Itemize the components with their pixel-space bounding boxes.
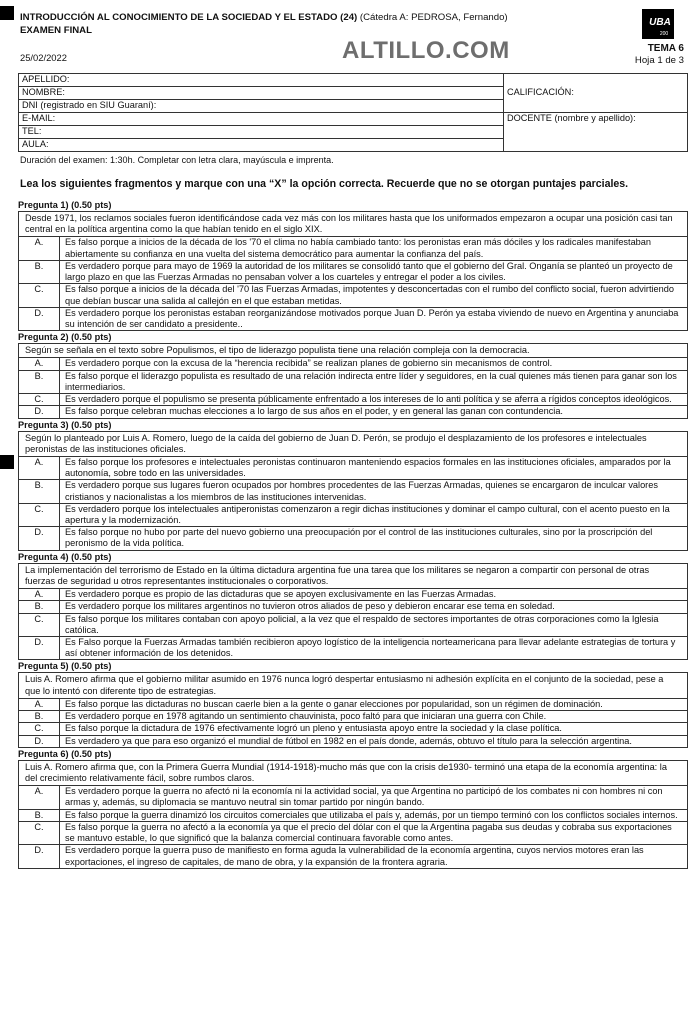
- answer-option[interactable]: [19, 261, 687, 284]
- question-box: [18, 211, 688, 331]
- answer-option[interactable]: [19, 394, 687, 406]
- option-text: Es falso porque la guerra dinamizó los circuitos comerciales que utilizaba el país y, además, por un tiempo terminó con los conflictos sociales internos.: [65, 809, 678, 820]
- question-statement: Luis A. Romero afirma que, con la Primera Guerra Mundial (1914-1918)-mucho más que con la crisis de1930- terminó una etapa de la economía argentina: la del crecimiento relativamente fácil, sobre rumbos claros.: [19, 761, 687, 786]
- answer-option[interactable]: [19, 845, 687, 867]
- question-block: [18, 332, 688, 418]
- answer-option[interactable]: [19, 614, 687, 637]
- question-block: [18, 200, 688, 331]
- option-text: Es verdadero porque con la excusa de la “herencia recibida” se realizan planes de gobierno sin mecanismos de control.: [65, 358, 553, 369]
- question-box: [18, 343, 688, 418]
- option-letter[interactable]: C.: [19, 284, 60, 306]
- course-title: [20, 12, 690, 24]
- option-text: Es falso porque a inicios de la década de los '70 el clima no había cambiado tanto: los peronistas eran más dóciles y los radicales manifestaban abiertamente su confianza en una vuelta del sistema democrático para aumentar la confianza del país.: [65, 237, 652, 259]
- option-text: Es verdadero porque los peronistas estaban reorganizándose motivados porque Juan D. Perón ya estaba viviendo de nuevo en Argentina y anunciaba su intención de ser candidato a presidente..: [65, 307, 679, 329]
- option-text: Es verdadero porque los militares argentinos no tuvieron otros aliados de peso y debieron encarar ese tema en soledad.: [65, 601, 555, 612]
- option-text: Es falso porque los profesores e intelectuales peronistas continuaron manteniendo espacios formales en las instituciones oficiales, amparados por la autonomía, sobre todo en las universidades.: [65, 456, 671, 479]
- option-text: Es verdadero porque el populismo se presenta públicamente enfrentado a los intereses de lo anti política y se aferra a rígidos conceptos ideológicos.: [65, 394, 672, 405]
- answer-option[interactable]: [19, 284, 687, 307]
- answer-option[interactable]: [19, 527, 687, 549]
- question-block: [18, 552, 688, 661]
- answer-option[interactable]: [19, 601, 687, 613]
- question-statement: Según se señala en el texto sobre Populismos, el tipo de liderazgo populista tiene una relación compleja con la democracia.: [19, 344, 687, 358]
- page-count: Hoja 1 de 3: [634, 55, 684, 67]
- option-text: Es verdadero porque en 1978 agitando un sentimiento chauvinista, poco faltó para que iniciaran una guerra con Chile.: [65, 711, 547, 722]
- option-letter[interactable]: C.: [19, 504, 60, 526]
- option-text: Es verdadero porque los intelectuales antiperonistas comenzaron a regir dichas instituciones y dominar el campo cultural, con el acento puesto en la apertura y la modernización.: [65, 503, 670, 526]
- answer-option[interactable]: [19, 480, 687, 503]
- answer-option[interactable]: [19, 371, 687, 394]
- question-label: Pregunta 2) (0.50 pts): [18, 332, 112, 343]
- course-title-bold: INTRODUCCIÓN AL CONOCIMIENTO DE LA SOCIEDAD Y EL ESTADO (24): [20, 12, 358, 23]
- option-letter[interactable]: D.: [19, 406, 60, 417]
- option-text: Es falso porque el liderazgo populista es resultado de una relación indirecta entre líder y seguidores, en la cual quienes más tienen para ganar son los intermediarios.: [65, 370, 677, 392]
- question-box: [18, 431, 688, 551]
- question-statement: Desde 1971, los reclamos sociales fueron identificándose cada vez más con los militares hasta que los uniformados empezaron a ocupar una posición casi tan central en la política argentina como la que habían tenido en el siglo XIX.: [19, 212, 687, 237]
- option-letter[interactable]: A.: [19, 589, 60, 600]
- answer-option[interactable]: [19, 711, 687, 723]
- registration-mark-left-middle: [0, 455, 14, 469]
- option-letter[interactable]: A.: [19, 699, 60, 710]
- answer-option[interactable]: [19, 822, 687, 845]
- exam-header: [20, 12, 690, 68]
- answer-option[interactable]: [19, 237, 687, 260]
- question-block: [18, 420, 688, 551]
- option-text: Es verdadero porque la guerra puso de manifiesto en forma aguda la vulnerabilidad de la economía argentina, cuyos nervios motores eran las exportaciones, el ingreso de capitales, de mano de obra, y la expansión de la frontera agraria.: [65, 845, 644, 867]
- option-letter[interactable]: A.: [19, 786, 60, 808]
- option-letter[interactable]: D.: [19, 845, 60, 867]
- exam-date: 25/02/2022: [20, 52, 67, 63]
- option-text: Es Falso porque la Fuerzas Armadas también recibieron apoyo logístico de la inteligencia norteamericana para llevar adelante estrategias de tortura y así obtener información de los detenidos.: [65, 637, 676, 659]
- option-letter[interactable]: A.: [19, 358, 60, 369]
- docente-field[interactable]: DOCENTE (nombre y apellido):: [504, 113, 688, 152]
- option-letter[interactable]: C.: [19, 614, 60, 636]
- tema-block: [635, 43, 684, 67]
- watermark: ALTILLO.COM: [342, 37, 510, 64]
- question-label: Pregunta 6) (0.50 pts): [18, 748, 112, 759]
- answer-option[interactable]: [19, 786, 687, 809]
- question-box: [18, 760, 688, 869]
- option-text: Es verdadero ya que para eso organizó el mundial de fútbol en 1982 en el país donde, además, obtuvo el título para la selección argentina.: [65, 735, 632, 746]
- question-label: Pregunta 4) (0.50 pts): [18, 551, 112, 562]
- answer-option[interactable]: [19, 504, 687, 527]
- answer-option[interactable]: [19, 589, 687, 601]
- option-letter[interactable]: A.: [19, 457, 60, 479]
- answer-option[interactable]: [19, 810, 687, 822]
- answer-option[interactable]: [19, 699, 687, 711]
- option-text: Es falso porque la guerra no afectó a la economía ya que el precio del dólar con el que la Argentina pagaba sus deudas y cobraba sus exportaciones se mantuvo estable, lo que significó que la balanza comercial continuara favorable como antes.: [65, 821, 672, 844]
- aula-field[interactable]: AULA:: [19, 139, 504, 152]
- instructions: Lea los siguientes fragmentos y marque con una “X” la opción correcta. Recuerde que no se otorgan puntajes parciales.: [20, 178, 629, 190]
- apellido-field[interactable]: APELLIDO:: [19, 74, 504, 87]
- student-info-table: [18, 73, 688, 152]
- question-box: [18, 672, 688, 747]
- option-letter[interactable]: B.: [19, 371, 60, 393]
- option-letter[interactable]: B.: [19, 711, 60, 722]
- answer-option[interactable]: [19, 406, 687, 417]
- option-letter[interactable]: D.: [19, 527, 60, 549]
- question-label: Pregunta 3) (0.50 pts): [18, 419, 112, 430]
- tel-field[interactable]: TEL:: [19, 126, 504, 139]
- option-letter[interactable]: A.: [19, 237, 60, 259]
- svg-text:UBA: UBA: [649, 17, 671, 28]
- question-label: Pregunta 1) (0.50 pts): [18, 200, 112, 210]
- svg-text:200: 200: [659, 31, 669, 37]
- tema-number: TEMA 6: [647, 43, 684, 54]
- option-text: Es verdadero porque sus lugares fueron ocupados por hombres procedentes de las Fuerzas Armadas, quienes se encargaron de inculcar valores cristianos y nacionalistas a los miembros de las instituciones intervenidas.: [65, 480, 658, 502]
- questions-list: [18, 200, 688, 870]
- answer-option[interactable]: [19, 358, 687, 370]
- option-letter[interactable]: D.: [19, 637, 60, 659]
- option-letter[interactable]: B.: [19, 261, 60, 283]
- option-text: Es falso porque a inicios de la década del '70 las Fuerzas Armadas, impotentes y desconcertadas con el rumbo del conflicto social, fueron advirtiendo que debían buscar una salida al callejón en el que estaban metidas.: [65, 284, 674, 306]
- dni-field[interactable]: DNI (registrado en SIU Guaraní):: [19, 100, 504, 113]
- question-block: [18, 749, 688, 869]
- uba-logo-icon: [634, 9, 682, 39]
- answer-option[interactable]: [19, 736, 687, 747]
- question-statement: La implementación del terrorismo de Estado en la última dictadura argentina fue una tarea que los militares se negaron a compartir con personal de otras fuerzas de seguridad u otros representantes institucionales o corporativos.: [19, 564, 687, 589]
- answer-option[interactable]: [19, 308, 687, 330]
- question-block: [18, 661, 688, 747]
- nombre-field[interactable]: NOMBRE:: [19, 87, 504, 100]
- option-text: Es verdadero porque es propio de las dictaduras que se apoyen exclusivamente en las Fuerzas Armadas.: [65, 589, 497, 600]
- option-letter[interactable]: B.: [19, 480, 60, 502]
- question-statement: Luis A. Romero afirma que el gobierno militar asumido en 1976 nunca logró despertar entusiasmo ni adhesión explícita en el conjunto de la sociedad, pese a que lo intentó con diferente tipo de estrategias.: [19, 673, 687, 698]
- course-chair: (Cátedra A: PEDROSA, Fernando): [357, 12, 508, 23]
- option-letter[interactable]: D.: [19, 736, 60, 747]
- answer-option[interactable]: [19, 637, 687, 659]
- exam-type: EXAMEN FINAL: [20, 24, 92, 36]
- question-label: Pregunta 5) (0.50 pts): [18, 661, 112, 672]
- question-box: [18, 563, 688, 661]
- option-letter[interactable]: B.: [19, 601, 60, 612]
- option-text: Es falso porque no hubo por parte del nuevo gobierno una preocupación por el control de las instituciones culturales, sino por la proscripción del peronismo de la vida política.: [65, 527, 653, 549]
- question-statement: Según lo planteado por Luis A. Romero, luego de la caída del gobierno de Juan D. Perón, se produjo el desplazamiento de los profesores e intelectuales peronistas de las instituciones oficiales.: [19, 432, 687, 457]
- exam-duration: Duración del examen: 1:30h. Completar con letra clara, mayúscula e imprenta.: [20, 155, 334, 165]
- email-field[interactable]: E-MAIL:: [19, 113, 504, 126]
- option-text: Es falso porque las dictaduras no buscan caerle bien a la gente o ganar elecciones por popularidad, son un régimen de dominación.: [65, 698, 603, 709]
- option-letter[interactable]: C.: [19, 723, 60, 734]
- option-letter[interactable]: C.: [19, 394, 60, 405]
- calificacion-field[interactable]: CALIFICACIÓN:: [504, 74, 688, 113]
- answer-option[interactable]: [19, 457, 687, 480]
- option-text: Es verdadero porque para mayo de 1969 la autoridad de los militares se consolidó tanto que el gobierno del Gral. Onganía se planteó un proyecto de largo plazo en que las Fuerzas Armadas no pensaban volver a los cuarteles y entregar el poder a los civiles.: [65, 260, 673, 283]
- option-letter[interactable]: C.: [19, 822, 60, 844]
- option-text: Es falso porque los militares contaban con apoyo policial, a la vez que el respaldo de sectores importantes de otras corporaciones como la Iglesia católica.: [65, 613, 659, 635]
- option-letter[interactable]: D.: [19, 308, 60, 330]
- option-text: Es falso porque la dictadura de 1976 efectivamente logró un pleno y entusiasta apoyo entre la sociedad y la clase política.: [65, 723, 562, 734]
- option-letter[interactable]: B.: [19, 810, 60, 821]
- answer-option[interactable]: [19, 723, 687, 735]
- option-text: Es verdadero porque la guerra no afectó ni la economía ni la actividad social, ya que Argentina no participó de los combates ni con hombres ni con armas y, además, su diplomacia se mantuvo neutral sin tomar partido por ningún bando.: [65, 786, 663, 808]
- option-text: Es falso porque celebran muchas elecciones a lo largo de sus años en el poder, y en general las ganan con contundencia.: [65, 406, 563, 417]
- registration-mark-top-left: [0, 6, 14, 20]
